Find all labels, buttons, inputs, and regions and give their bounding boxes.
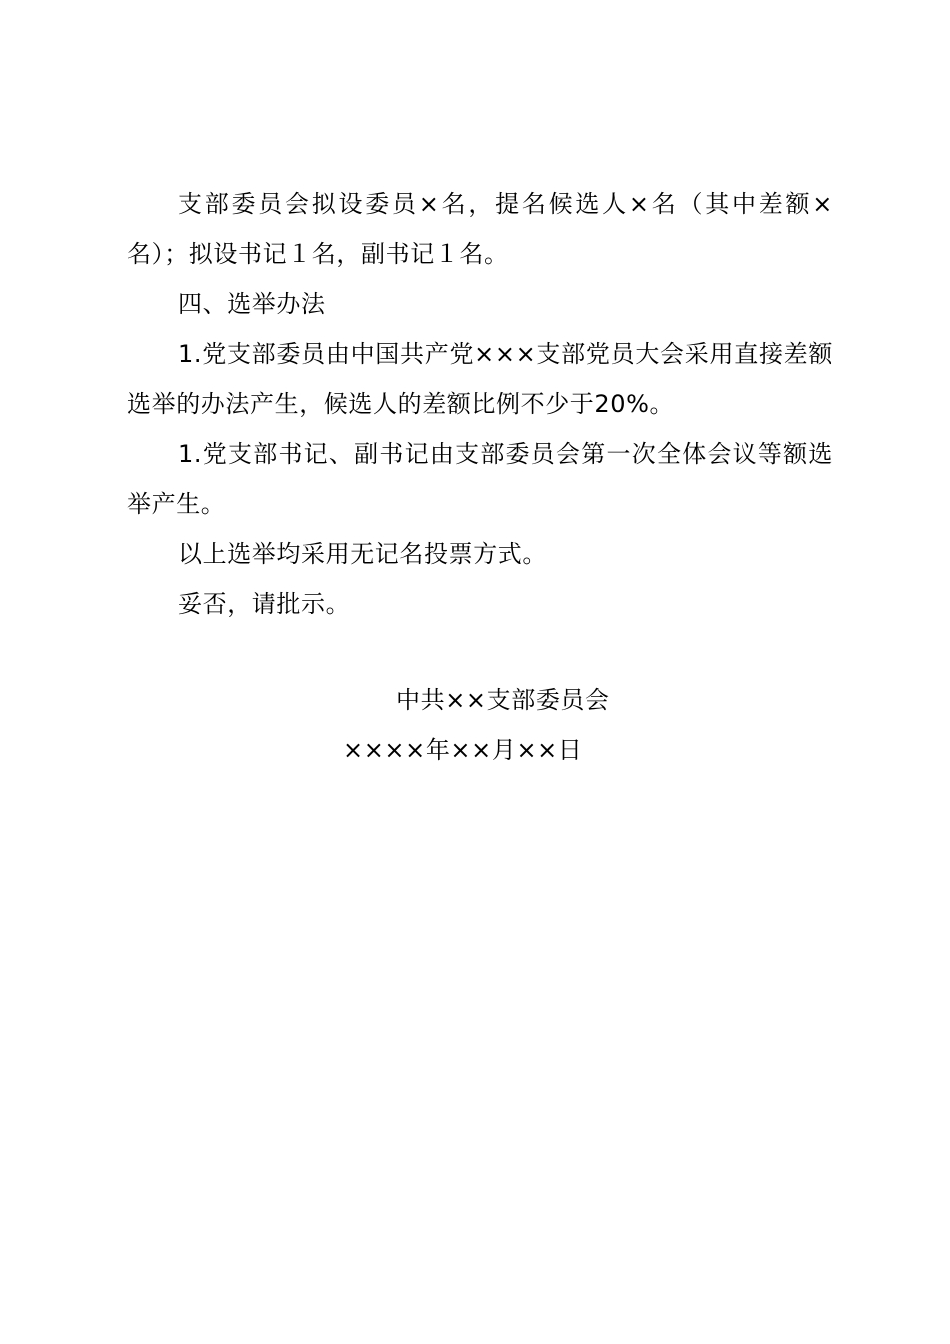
paragraph-voting-method: 以上选举均采用无记名投票方式。 [178, 540, 547, 568]
section-heading-election-method: 四、选举办法 [178, 290, 326, 318]
paragraph-member-election: 1.党支部委员由中国共产党×××支部党员大会采用直接差额选举的办法产生，候选人的差额比例不少于20%。 [127, 340, 833, 418]
paragraph-committee-setup: 支部委员会拟设委员×名，提名候选人×名（其中差额×名）；拟设书记１名，副书记１名。 [127, 190, 833, 268]
paragraph-secretary-election: 1.党支部书记、副书记由支部委员会第一次全体会议等额选举产生。 [127, 440, 833, 518]
signature-organization: 中共××支部委员会 [396, 686, 610, 714]
signature-date: ××××年××月××日 [343, 736, 583, 764]
paragraph-request-approval: 妥否，请批示。 [178, 590, 351, 618]
document-body [127, 179, 833, 629]
